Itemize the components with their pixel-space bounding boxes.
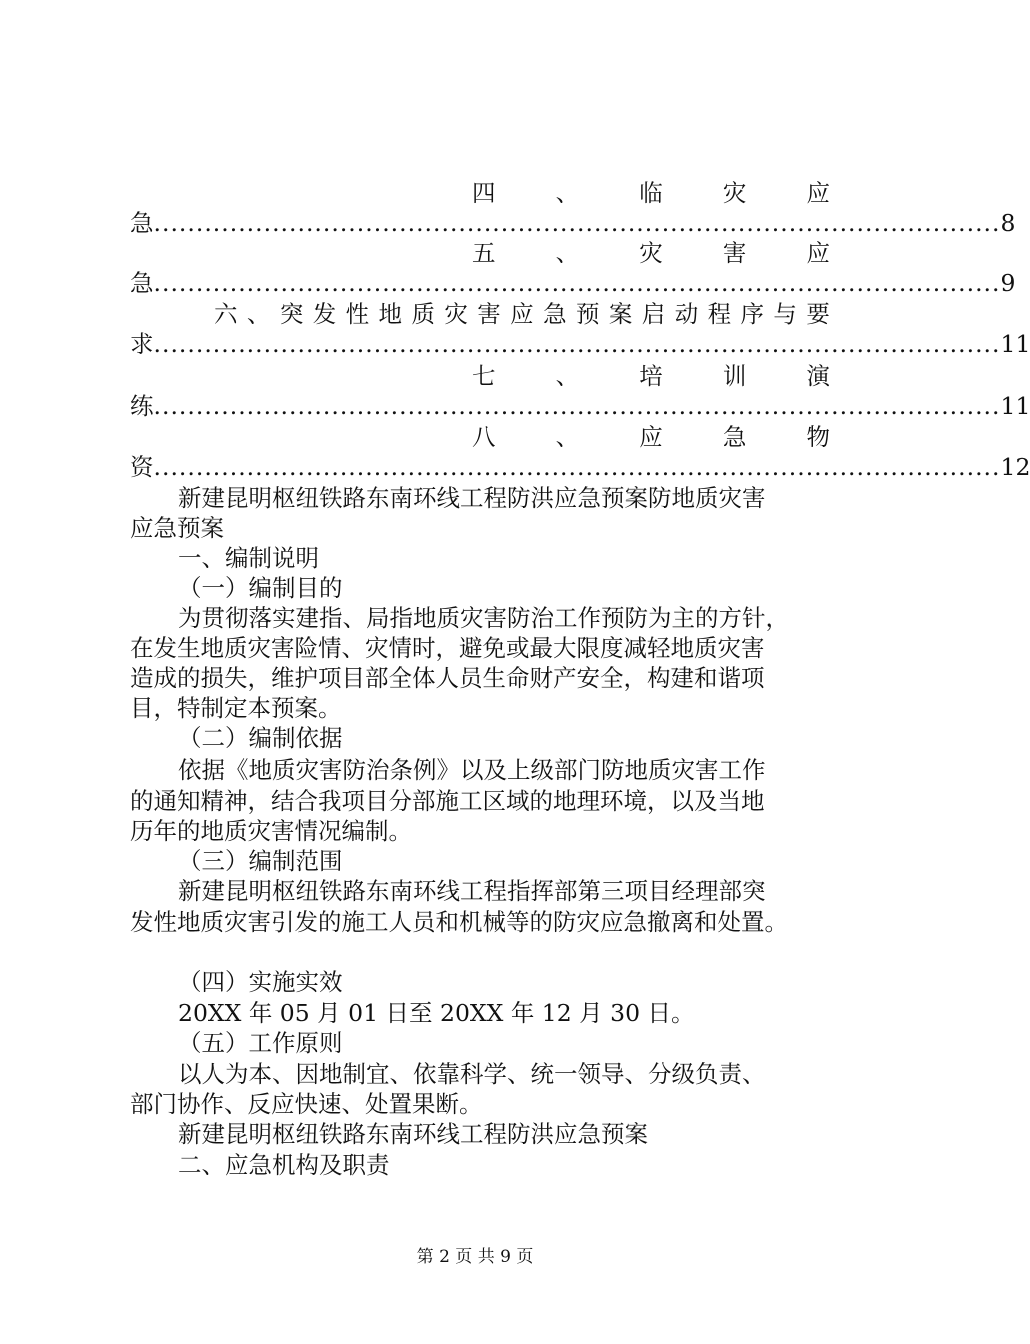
toc-heading-char: 应 [806,239,830,267]
toc-heading-char: 动 [674,300,699,328]
toc-heading-char: 培 [639,362,663,390]
toc-dot-leader: .................................................................................................... [153,209,1001,237]
toc-heading-char: 序 [740,300,764,328]
toc-dot-leader: .................................................................................................... [153,392,1001,420]
section-1-1-heading: （一）编制目的 [178,574,343,602]
section-1-1-paragraph-line: 为贯彻落实建指、局指地质灾害防治工作预防为主的方针， [178,604,789,632]
section-1-heading: 一、编制说明 [178,544,319,572]
toc-entry-7-page: 11 [1000,392,1030,420]
toc-heading-char: 、 [555,423,580,451]
section-1-4-paragraph-line: 20XX 年 05 月 01 日至 20XX 年 12 月 30 日。 [178,999,695,1027]
toc-entry-6-heading [214,299,830,329]
section-1-3-heading: （三）编制范围 [178,847,343,875]
toc-entry-7-leader [130,391,1030,421]
toc-dot-leader: .................................................................................................... [153,330,1001,358]
toc-heading-char: 物 [806,423,830,451]
section-1-1-paragraph-line: 目，特制定本预案。 [130,694,342,722]
toc-entry-6-leader [130,329,1030,359]
toc-entry-4-word: 急 [130,209,154,237]
toc-heading-char: 性 [345,300,370,328]
toc-heading-char: 七 [472,362,496,390]
section-1-1-paragraph-line: 造成的损失，维护项目部全体人员生命财产安全，构建和谐项 [130,664,765,692]
section-1-2-paragraph-line: 依据《地质灾害防治条例》以及上级部门防地质灾害工作 [178,756,766,784]
toc-heading-char: 与 [773,300,797,328]
section-1-2-heading: （二）编制依据 [178,724,343,752]
toc-heading-char: 、 [246,300,271,328]
toc-heading-char: 、 [555,362,580,390]
toc-heading-char: 要 [806,300,830,328]
toc-heading-char: 演 [806,362,830,390]
toc-heading-char: 训 [722,362,747,390]
toc-heading-char: 突 [279,300,304,328]
toc-entry-7-heading [472,361,830,391]
toc-heading-char: 地 [378,300,403,328]
toc-heading-char: 四 [472,179,496,207]
toc-heading-char: 预 [575,300,600,328]
toc-heading-char: 应 [806,179,830,207]
section-1-5-paragraph-line: 以人为本、因地制宜、依靠科学、统一领导、分级负责、 [178,1060,766,1088]
toc-heading-char: 害 [477,300,501,328]
toc-heading-char: 应 [639,423,663,451]
toc-heading-char: 急 [543,300,567,328]
toc-heading-char: 灾 [639,239,663,267]
toc-entry-5-heading [472,238,830,268]
section-1-3-paragraph-line: 新建昆明枢纽铁路东南环线工程指挥部第三项目经理部突 [178,877,766,905]
toc-heading-char: 灾 [722,179,747,207]
toc-entry-8-page: 12 [1000,453,1030,481]
page-footer: 第 2 页 共 9 页 [416,1247,534,1267]
toc-heading-char: 五 [472,239,496,267]
toc-entry-4-leader [130,208,1016,238]
toc-dot-leader: .................................................................................................... [153,453,1001,481]
section-1-4-heading: （四）实施实效 [178,968,343,996]
toc-heading-char: 发 [312,300,337,328]
toc-entry-5-leader [130,268,1016,298]
section-1-2-paragraph-line: 的通知精神，结合我项目分部施工区域的地理环境，以及当地 [130,787,765,815]
section-1-2-paragraph-line: 历年的地质灾害情况编制。 [130,817,412,845]
toc-entry-4-heading [472,178,830,208]
toc-entry-7-word: 练 [130,392,154,420]
toc-entry-8-word: 资 [130,453,154,481]
toc-dot-leader: .................................................................................................... [153,269,1001,297]
toc-heading-char: 、 [555,179,580,207]
toc-heading-char: 灾 [444,300,468,328]
toc-entry-4-page: 8 [1000,209,1016,237]
toc-heading-char: 程 [707,300,732,328]
toc-entry-8-heading [472,422,830,452]
toc-heading-char: 八 [472,423,496,451]
section-1-5-heading: （五）工作原则 [178,1029,343,1057]
section-2-heading: 二、应急机构及职责 [178,1151,390,1179]
section-1-3-paragraph-line: 发性地质灾害引发的施工人员和机械等的防灾应急撤离和处置。 [130,908,788,936]
toc-heading-char: 质 [411,300,435,328]
toc-heading-char: 六 [214,300,238,328]
toc-heading-char: 害 [722,239,747,267]
toc-entry-6-word: 求 [130,330,154,358]
document-title-line-2: 应急预案 [130,514,224,542]
toc-heading-char: 案 [608,300,633,328]
document-title-line-1: 新建昆明枢纽铁路东南环线工程防洪应急预案防地质灾害 [178,484,766,512]
section-1-1-paragraph-line: 在发生地质灾害险情、灾情时，避免或最大限度减轻地质灾害 [130,634,765,662]
toc-entry-6-page: 11 [1000,330,1030,358]
document-title-repeat: 新建昆明枢纽铁路东南环线工程防洪应急预案 [178,1120,648,1148]
toc-heading-char: 临 [639,179,663,207]
toc-heading-char: 应 [510,300,534,328]
toc-entry-8-leader [130,452,1030,482]
toc-heading-char: 启 [641,300,666,328]
toc-heading-char: 、 [555,239,580,267]
toc-entry-5-page: 9 [1000,269,1016,297]
toc-entry-5-word: 急 [130,269,154,297]
toc-heading-char: 急 [722,423,747,451]
section-1-5-paragraph-line: 部门协作、反应快速、处置果断。 [130,1090,483,1118]
